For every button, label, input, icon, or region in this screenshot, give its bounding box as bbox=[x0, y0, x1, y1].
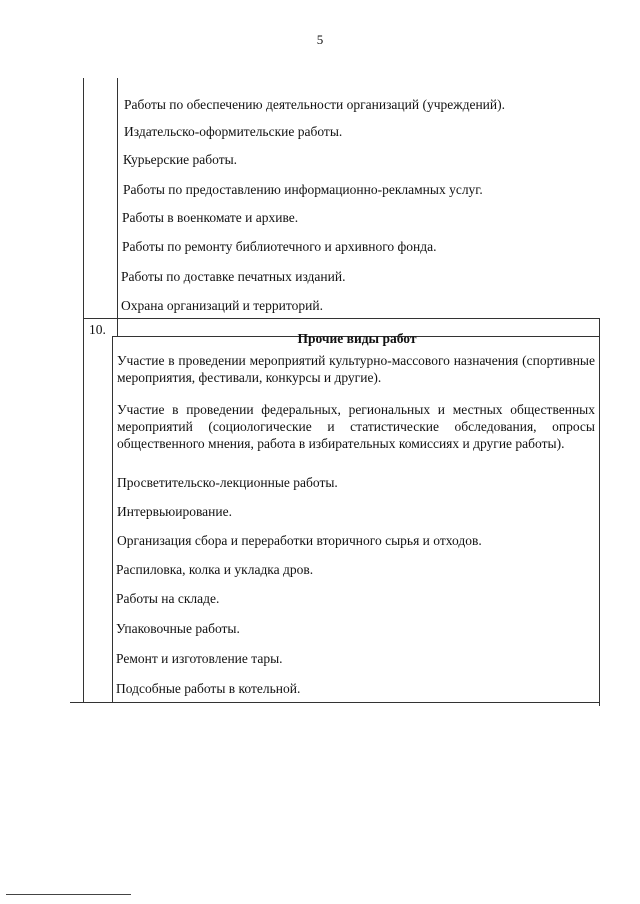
list-item: Участие в проведении мероприятий культурно-массового назначения (спортивные мероприятия, фестивали, конкурсы и другие). bbox=[117, 353, 595, 385]
table-bottom-border bbox=[70, 702, 600, 703]
list-item: Интервьюирование. bbox=[117, 504, 232, 519]
list-item: Распиловка, колка и укладка дров. bbox=[116, 562, 314, 577]
list-item: Упаковочные работы. bbox=[116, 621, 240, 636]
table-border-inner-upper bbox=[117, 78, 118, 336]
table-border-right bbox=[599, 318, 600, 706]
list-item: Охрана организаций и территорий. bbox=[121, 298, 323, 313]
list-item: Участие в проведении федеральных, региональных и местных общественных мероприятий (социологические и статистические обследования, опросы общественного мнения, работа в избирательных комиссиях и другие работы). bbox=[117, 402, 595, 451]
section-heading: Прочие виды работ bbox=[297, 331, 417, 346]
page-number: 5 bbox=[316, 32, 324, 47]
list-item: Организация сбора и переработки вторичного сырья и отходов. bbox=[117, 533, 482, 548]
list-item: Работы в военкомате и архиве. bbox=[122, 210, 299, 225]
list-item: Курьерские работы. bbox=[123, 152, 238, 167]
list-item: Работы на складе. bbox=[116, 591, 220, 606]
list-item: Просветительско-лекционные работы. bbox=[117, 475, 338, 490]
list-item: Работы по предоставлению информационно-рекламных услуг. bbox=[123, 182, 483, 197]
table-border-left bbox=[83, 78, 84, 702]
row-number: 10. bbox=[89, 322, 106, 337]
footnote-separator bbox=[6, 894, 131, 895]
list-item: Работы по доставке печатных изданий. bbox=[121, 269, 346, 284]
list-item: Ремонт и изготовление тары. bbox=[116, 651, 283, 666]
table-border-inner-lower bbox=[112, 336, 113, 702]
list-item: Работы по обеспечению деятельности организаций (учреждений). bbox=[124, 97, 505, 112]
list-item: Подсобные работы в котельной. bbox=[116, 681, 301, 696]
list-item: Работы по ремонту библиотечного и архивного фонда. bbox=[122, 239, 437, 254]
list-item: Издательско-оформительские работы. bbox=[124, 124, 343, 139]
table-row-separator bbox=[83, 318, 600, 319]
